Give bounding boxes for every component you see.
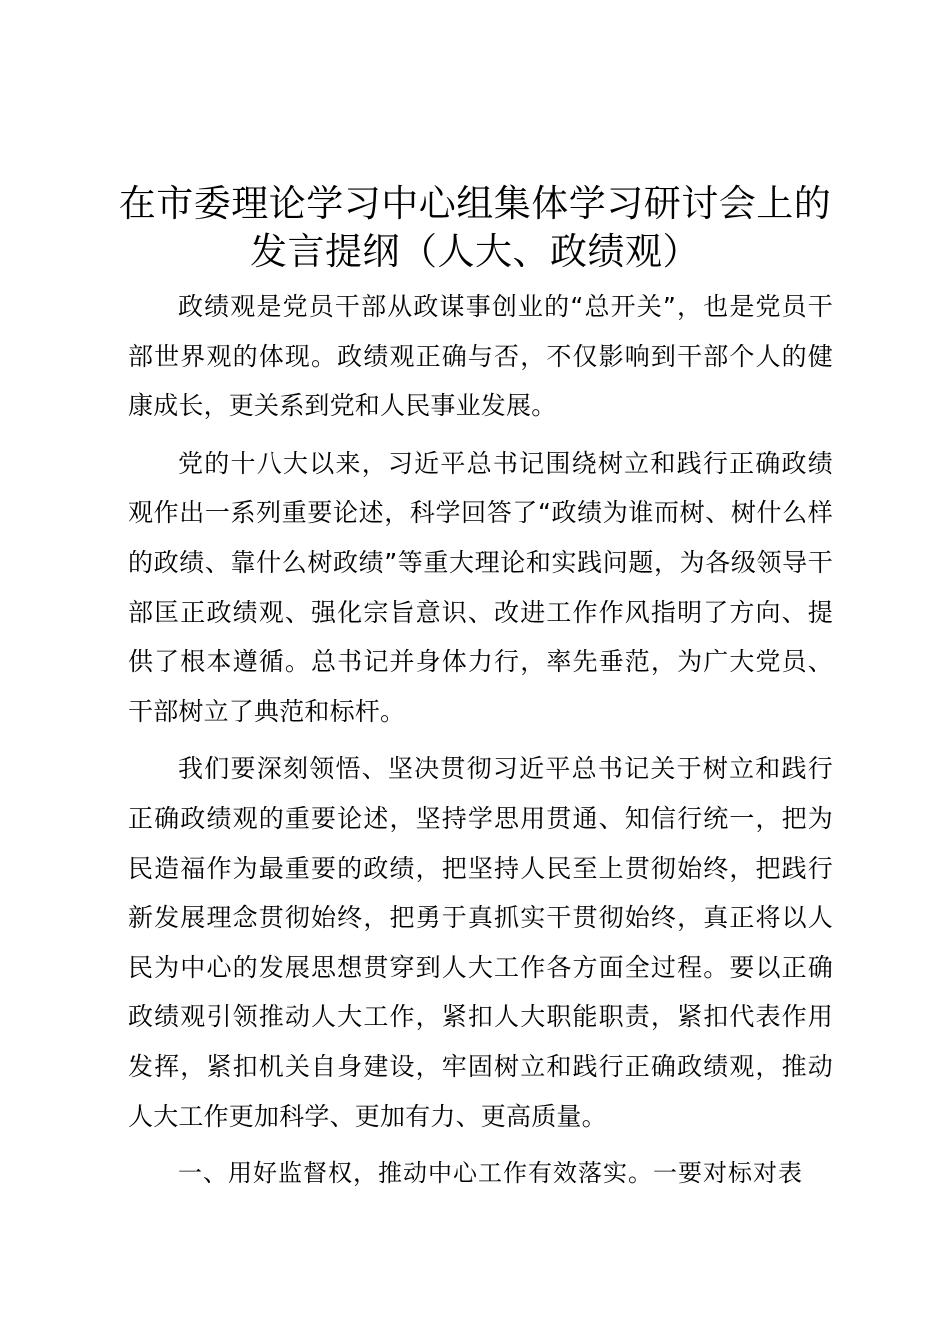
document-body [128, 282, 833, 1207]
paragraph-implementation: 我们要深刻领悟、坚决贯彻习近平总书记关于树立和践行正确政绩观的重要论述，坚持学思用贯通、知信行统一，把为民造福作为最重要的政绩，把坚持人民至上贯彻始终，把践行新发展理念贯彻始终，把勇于真抓实干贯彻始终，真正将以人民为中心的发展思想贯穿到人大工作各方面全过程。要以正确政绩观引领推动人大工作，紧扣人大职能职责，紧扣代表作用发挥，紧扣机关自身建设，牢固树立和践行正确政绩观，推动人大工作更加科学、更加有力、更高质量。 [128, 754, 833, 1131]
paragraph-intro: 政绩观是党员干部从政谋事创业的“总开关”，也是党员干部世界观的体现。政绩观正确与否，不仅影响到干部个人的健康成长，更关系到党和人民事业发展。 [128, 292, 833, 421]
section-heading-supervision: 一、用好监督权，推动中心工作有效落实。一要对标对表 [178, 1159, 803, 1188]
document-title: 在市委理论学习中心组集体学习研讨会上的发言提纲（人大、政绩观） [118, 182, 832, 273]
paragraph-since-18th-congress: 党的十八大以来，习近平总书记围绕树立和践行正确政绩观作出一系列重要论述，科学回答了“政绩为谁而树、树什么样的政绩、靠什么树政绩”等重大理论和实践问题，为各级领导干部匡正政绩观、强化宗旨意识、改进工作作风指明了方向、提供了根本遵循。总书记并身体力行，率先垂范，为广大党员、干部树立了典范和标杆。 [128, 448, 833, 726]
